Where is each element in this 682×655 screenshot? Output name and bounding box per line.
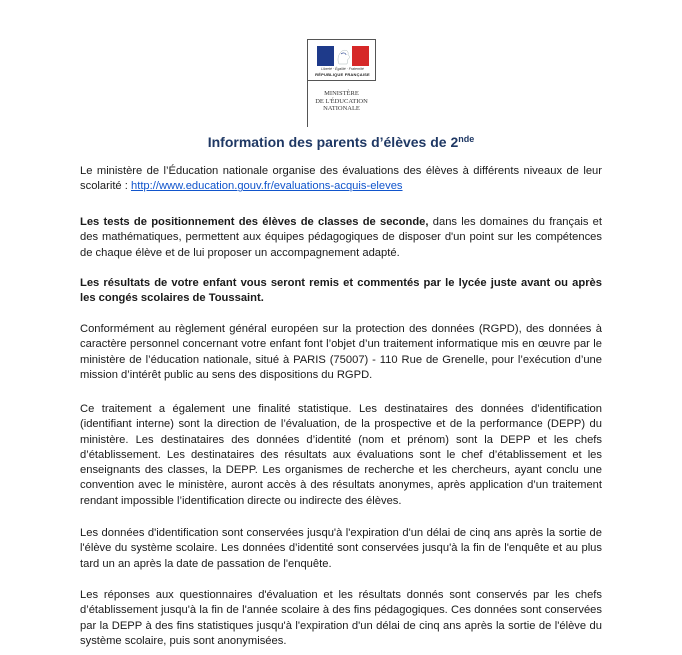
motto-text: Liberté · Égalité · Fraternité — [321, 67, 364, 71]
title-superscript: nde — [458, 134, 475, 144]
paragraph-statistics: Ce traitement a également une finalité statistique. Les destinataires des données d’identification (identifiant interne) sont la direction de l’évaluation, de la prospective et de la performance (DEPP) du ministère. Les destinataires des données d’identité (nom et prénom) sont la DEPP et les chefs d’établissement. Les destinataires des résultats aux évaluations sont le chef d’établissement et les enseignants des classes, la DEPP. Les organismes de recherche et les chercheurs, ayant conclu une convention avec le ministère, auront accès à des résultats anonymes, après application d’un traitement rendant impossible l’identification directe ou indirecte des élèves. — [80, 403, 602, 507]
ministry-logo — [307, 39, 376, 129]
ministry-line: NATIONALE — [323, 105, 360, 112]
title-text: Information des parents d’élèves de 2 — [207, 134, 459, 150]
paragraph-tests — [80, 215, 602, 261]
paragraph-answers: Les réponses aux questionnaires d'évaluation et les résultats donnés sont conservés par les chefs d’établissement jusqu'à la fin de l'année scolaire à des fins pédagogiques. Ces données sont conservées par la DEPP à des fins statistiques jusqu'à l'expiration d'un délai de cinq ans après la sortie de l'élève du système scolaire, puis sont anonymisées. — [80, 589, 602, 647]
republic-text: RÉPUBLIQUE FRANÇAISE — [315, 72, 370, 77]
paragraph-retention: Les données d'identification sont conservées jusqu'à l'expiration d'un délai de cinq ans après la sortie de l'élève du système scolaire. Les données d’identité sont conservées jusqu'à la fin de l'enquête et au plus tard un an après la date de passation de l'enquête. — [80, 527, 602, 570]
tests-bold-text: Les tests de positionnement des élèves de classes de seconde, — [80, 216, 429, 228]
paragraph-intro — [80, 164, 602, 195]
marianne-flag-icon — [317, 46, 369, 66]
logo-frame — [307, 39, 376, 81]
ministry-line: DE L'ÉDUCATION — [315, 97, 368, 105]
page-title — [0, 134, 682, 150]
tests-text: dans les domaines du français et des mathématiques, permettent aux équipes pédagogiques de disposer d'un point sur les compétences de chaque élève et de lui proposer un accompagnement adapté. — [80, 216, 602, 259]
evaluations-link[interactable]: http://www.education.gouv.fr/evaluations-acquis-eleves — [130, 180, 403, 193]
ministry-name — [307, 90, 376, 113]
intro-text: Le ministère de l’Éducation nationale organise des évaluations des élèves à différents niveaux de leur scolarité : — [80, 165, 602, 193]
paragraph-results: Les résultats de votre enfant vous seront remis et commentés par le lycée juste avant ou après les congés scolaires de Toussaint. — [80, 277, 602, 305]
ministry-line: MINISTÈRE — [324, 90, 359, 97]
paragraph-rgpd: Conformément au règlement général européen sur la protection des données (RGPD), des données à caractère personnel concernant votre enfant font l’objet d’un traitement informatique mis en œuvre par le ministère de l’éducation nationale, situé à PARIS (75007) - 110 Rue de Grenelle, pour l’exécution d’une mission d’intérêt public au sens des dispositions du RGPD. — [80, 323, 602, 381]
